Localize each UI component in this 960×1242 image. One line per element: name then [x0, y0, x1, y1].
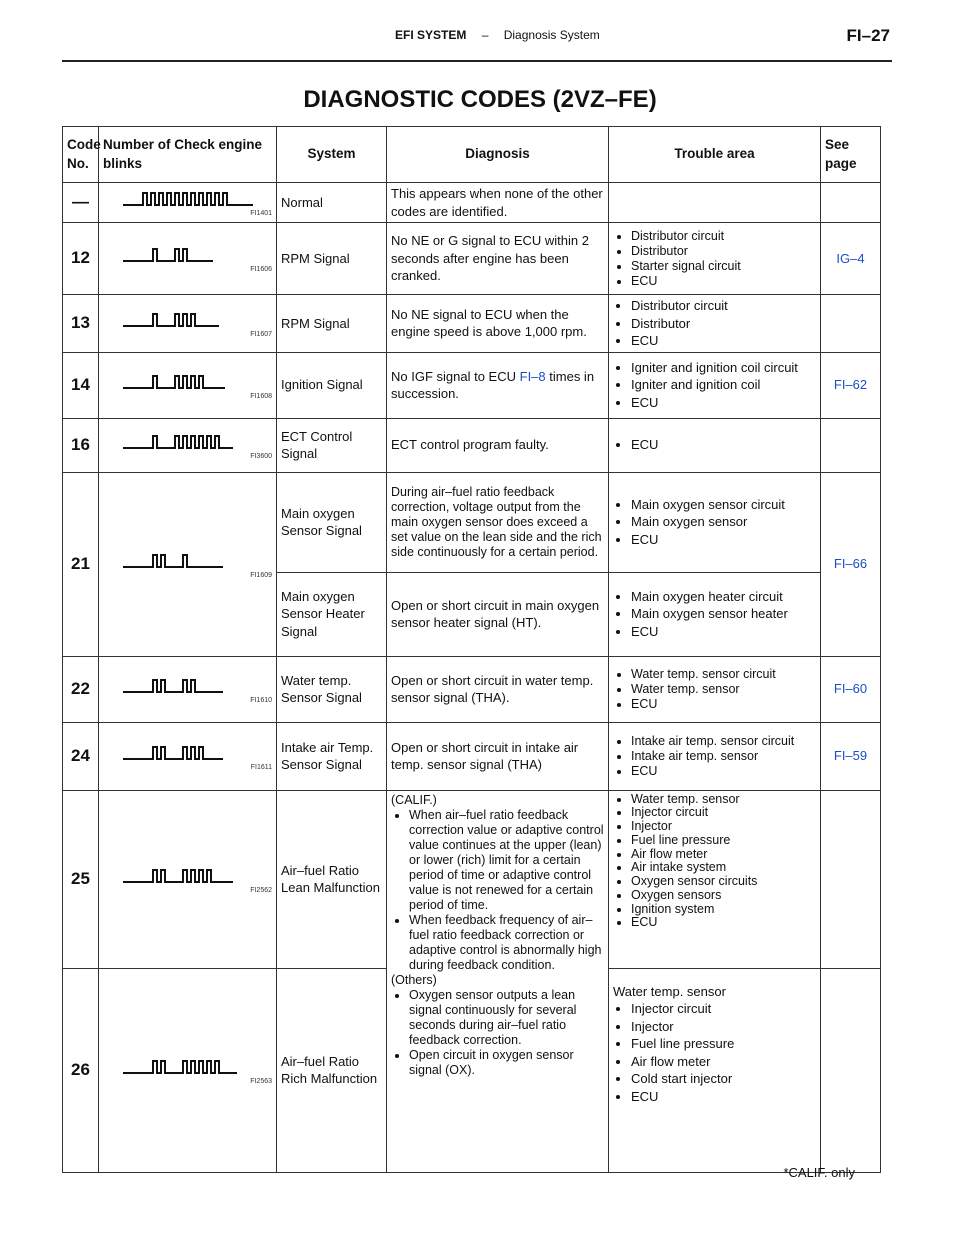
- diagnosis-text: No IGF signal to ECU: [391, 368, 516, 384]
- code-cell: 12: [63, 223, 99, 295]
- blink-waveform-icon: [113, 430, 263, 452]
- system-cell: Main oxygen Sensor Heater Signal: [277, 572, 387, 656]
- trouble-cell: [609, 656, 821, 722]
- trouble-cell: [609, 472, 821, 572]
- system-cell: RPM Signal: [277, 295, 387, 353]
- figure-code: FI2563: [250, 1077, 272, 1085]
- blink-pattern: [99, 790, 277, 968]
- col-code: Code No.: [63, 127, 99, 183]
- list-item: • Main oxygen sensor heater: [631, 605, 816, 623]
- code-cell: 25: [63, 790, 99, 968]
- blink-waveform-icon: [113, 549, 263, 571]
- list-item: • Water temp. sensor circuit: [631, 667, 816, 682]
- list-item: • ECU: [631, 274, 816, 289]
- list-item: • Oxygen sensor outputs a lean signal continuously for several seconds during air–fuel ratio feedback correction.: [409, 988, 604, 1048]
- list-item: • Water temp. sensor: [631, 682, 816, 697]
- trouble-cell: [609, 968, 821, 1172]
- code-cell: 16: [63, 418, 99, 472]
- blink-pattern: [99, 722, 277, 790]
- table-row: [63, 656, 881, 722]
- list-item: • Distributor: [631, 244, 816, 259]
- list-item: • ECU: [631, 531, 816, 549]
- list-item: • ECU: [631, 1088, 816, 1106]
- figure-code: FI1608: [250, 392, 272, 400]
- figure-code: FI2562: [250, 886, 272, 894]
- figure-code: FI3600: [250, 452, 272, 460]
- blink-waveform-icon: [113, 370, 263, 392]
- see-page-link[interactable]: FI–62: [821, 352, 881, 418]
- blink-waveform-icon: [113, 243, 263, 265]
- blink-waveform-icon: [113, 308, 263, 330]
- blink-waveform-icon: [113, 1055, 263, 1077]
- code-cell: 21: [63, 472, 99, 656]
- list-item: • When air–fuel ratio feedback correction value or adaptive control value continues at the upper (lean) or lower (rich) limit for a certain period of time or adaptive control value is not renewed for a certain period of time.: [409, 808, 604, 913]
- see-page-cell: [821, 295, 881, 353]
- diagnostic-codes-table: [62, 126, 881, 1173]
- running-header: [395, 28, 600, 42]
- list-item: • Air intake system: [631, 861, 816, 875]
- table-header-row: [63, 127, 881, 183]
- diagnosis-cell: Open or short circuit in main oxygen sensor heater signal (HT).: [387, 572, 609, 656]
- diagnosis-cell: [387, 790, 609, 1172]
- col-blinks: Number of Check engine blinks: [99, 127, 277, 183]
- page-number: FI–27: [846, 26, 890, 45]
- blink-waveform-icon: [113, 741, 263, 763]
- list-item: • Main oxygen heater circuit: [631, 588, 816, 606]
- list-item: • Injector circuit: [631, 1000, 816, 1018]
- blink-pattern: [99, 656, 277, 722]
- list-item: • Distributor circuit: [631, 297, 816, 315]
- code-cell: —: [63, 183, 99, 223]
- list-item: • Distributor: [631, 315, 816, 333]
- page-title: DIAGNOSTIC CODES (2VZ–FE): [303, 86, 657, 113]
- blink-pattern: [99, 418, 277, 472]
- trouble-cell: [609, 183, 821, 223]
- figure-code: FI1609: [250, 571, 272, 579]
- list-item: • Water temp. sensor: [631, 793, 816, 807]
- list-item: • ECU: [631, 916, 816, 930]
- list-item: • Intake air temp. sensor: [631, 749, 816, 764]
- table-row: [63, 472, 881, 572]
- table-row: [63, 183, 881, 223]
- see-page-cell: [821, 418, 881, 472]
- trouble-cell: [609, 352, 821, 418]
- list-item: • ECU: [631, 394, 816, 412]
- see-page-cell: [821, 968, 881, 1172]
- blink-waveform-icon: [113, 864, 263, 886]
- system-cell: RPM Signal: [277, 223, 387, 295]
- list-item: • Igniter and ignition coil: [631, 376, 816, 394]
- table-row: [63, 722, 881, 790]
- col-see: See page: [821, 127, 881, 183]
- diagnosis-cell: Open or short circuit in intake air temp. sensor signal (THA): [387, 722, 609, 790]
- trouble-cell: [609, 722, 821, 790]
- table-row: [63, 352, 881, 418]
- list-item: • Injector circuit: [631, 806, 816, 820]
- diagnosis-cell: Open or short circuit in water temp. sensor signal (THA).: [387, 656, 609, 722]
- list-item: • Air flow meter: [631, 848, 816, 862]
- header-section: EFI SYSTEM: [395, 28, 467, 42]
- system-cell: Air–fuel Ratio Rich Malfunction: [277, 968, 387, 1172]
- blink-pattern: [99, 183, 277, 223]
- figure-code: FI1610: [250, 696, 272, 704]
- trouble-cell: [609, 295, 821, 353]
- system-cell: Water temp. Sensor Signal: [277, 656, 387, 722]
- see-page-cell: [821, 790, 881, 968]
- diagnosis-cell: ECT control program faulty.: [387, 418, 609, 472]
- see-page-link[interactable]: FI–59: [821, 722, 881, 790]
- list-item: • Starter signal circuit: [631, 259, 816, 274]
- figure-code: FI1607: [250, 330, 272, 338]
- table-row: [63, 295, 881, 353]
- list-item: • Ignition system: [631, 903, 816, 917]
- list-item: • Fuel line pressure: [631, 834, 816, 848]
- blink-pattern: [99, 968, 277, 1172]
- list-item: • Distributor circuit: [631, 229, 816, 244]
- header-separator: –: [481, 28, 489, 42]
- blink-waveform-icon: [113, 674, 263, 696]
- trouble-heading: Water temp. sensor: [613, 983, 726, 999]
- code-cell: 24: [63, 722, 99, 790]
- list-item: • ECU: [631, 332, 816, 350]
- col-diagnosis: Diagnosis: [387, 127, 609, 183]
- header-subsection: Diagnosis System: [503, 28, 600, 42]
- figure-code: FI1606: [250, 265, 272, 273]
- system-cell: Normal: [277, 183, 387, 223]
- diagnosis-cell: No NE or G signal to ECU within 2 seconds after engine has been cranked.: [387, 223, 609, 295]
- diagnosis-text-cont: times in succession.: [391, 368, 595, 402]
- list-item: • ECU: [631, 764, 816, 779]
- see-page-link[interactable]: IG–4: [821, 223, 881, 295]
- list-item: • Intake air temp. sensor circuit: [631, 734, 816, 749]
- list-item: • Oxygen sensor circuits: [631, 875, 816, 889]
- list-item: • When feedback frequency of air–fuel ratio feedback correction or adaptive control is abnormally high during feedback condition.: [409, 913, 604, 973]
- list-item: • Igniter and ignition coil circuit: [631, 359, 816, 377]
- table-row: [63, 223, 881, 295]
- list-item: • ECU: [631, 697, 816, 712]
- others-label: (Others): [391, 972, 437, 987]
- table-row: [63, 418, 881, 472]
- footnote: *CALIF. only: [783, 1165, 855, 1180]
- col-trouble: Trouble area: [609, 127, 821, 183]
- col-system: System: [277, 127, 387, 183]
- figure-code: FI1611: [250, 763, 272, 771]
- list-item: • Main oxygen sensor: [631, 513, 816, 531]
- list-item: • Air flow meter: [631, 1053, 816, 1071]
- list-item: • Open circuit in oxygen sensor signal (OX).: [409, 1048, 604, 1078]
- see-page-link[interactable]: FI–66: [821, 472, 881, 656]
- system-cell: ECT Control Signal: [277, 418, 387, 472]
- trouble-cell: [609, 418, 821, 472]
- code-cell: 26: [63, 968, 99, 1172]
- code-cell: 22: [63, 656, 99, 722]
- list-item: • ECU: [631, 623, 816, 641]
- blink-pattern: [99, 223, 277, 295]
- list-item: • Fuel line pressure: [631, 1035, 816, 1053]
- list-item: • Oxygen sensors: [631, 889, 816, 903]
- system-cell: Ignition Signal: [277, 352, 387, 418]
- diagnosis-cell: No NE signal to ECU when the engine speed is above 1,000 rpm.: [387, 295, 609, 353]
- diagnosis-cell: During air–fuel ratio feedback correction, voltage output from the main oxygen sensor does exceed a set value on the lean side and the rich side continuously for a certain period.: [387, 472, 609, 572]
- trouble-cell: [609, 572, 821, 656]
- system-cell: Air–fuel Ratio Lean Malfunction: [277, 790, 387, 968]
- code-cell: 13: [63, 295, 99, 353]
- list-item: • Cold start injector: [631, 1070, 816, 1088]
- blink-pattern: [99, 472, 277, 656]
- trouble-cell: [609, 223, 821, 295]
- blink-pattern: [99, 352, 277, 418]
- system-cell: Intake air Temp. Sensor Signal: [277, 722, 387, 790]
- list-item: • Injector: [631, 1018, 816, 1036]
- blink-pattern: [99, 295, 277, 353]
- list-item: • Injector: [631, 820, 816, 834]
- diagnosis-cell: [387, 352, 609, 418]
- list-item: • ECU: [631, 436, 816, 454]
- list-item: • Main oxygen sensor circuit: [631, 496, 816, 514]
- header-rule: [62, 60, 892, 62]
- blink-waveform-icon: [113, 187, 263, 209]
- table-row: [63, 790, 881, 968]
- trouble-cell: [609, 790, 821, 968]
- see-page-link[interactable]: FI–60: [821, 656, 881, 722]
- see-page-cell: [821, 183, 881, 223]
- diagnosis-link[interactable]: FI–8: [519, 368, 546, 384]
- diagnosis-cell: This appears when none of the other codes are identified.: [387, 183, 609, 223]
- figure-code: FI1401: [250, 209, 272, 217]
- code-cell: 14: [63, 352, 99, 418]
- calif-label: (CALIF.): [391, 792, 437, 807]
- system-cell: Main oxygen Sensor Signal: [277, 472, 387, 572]
